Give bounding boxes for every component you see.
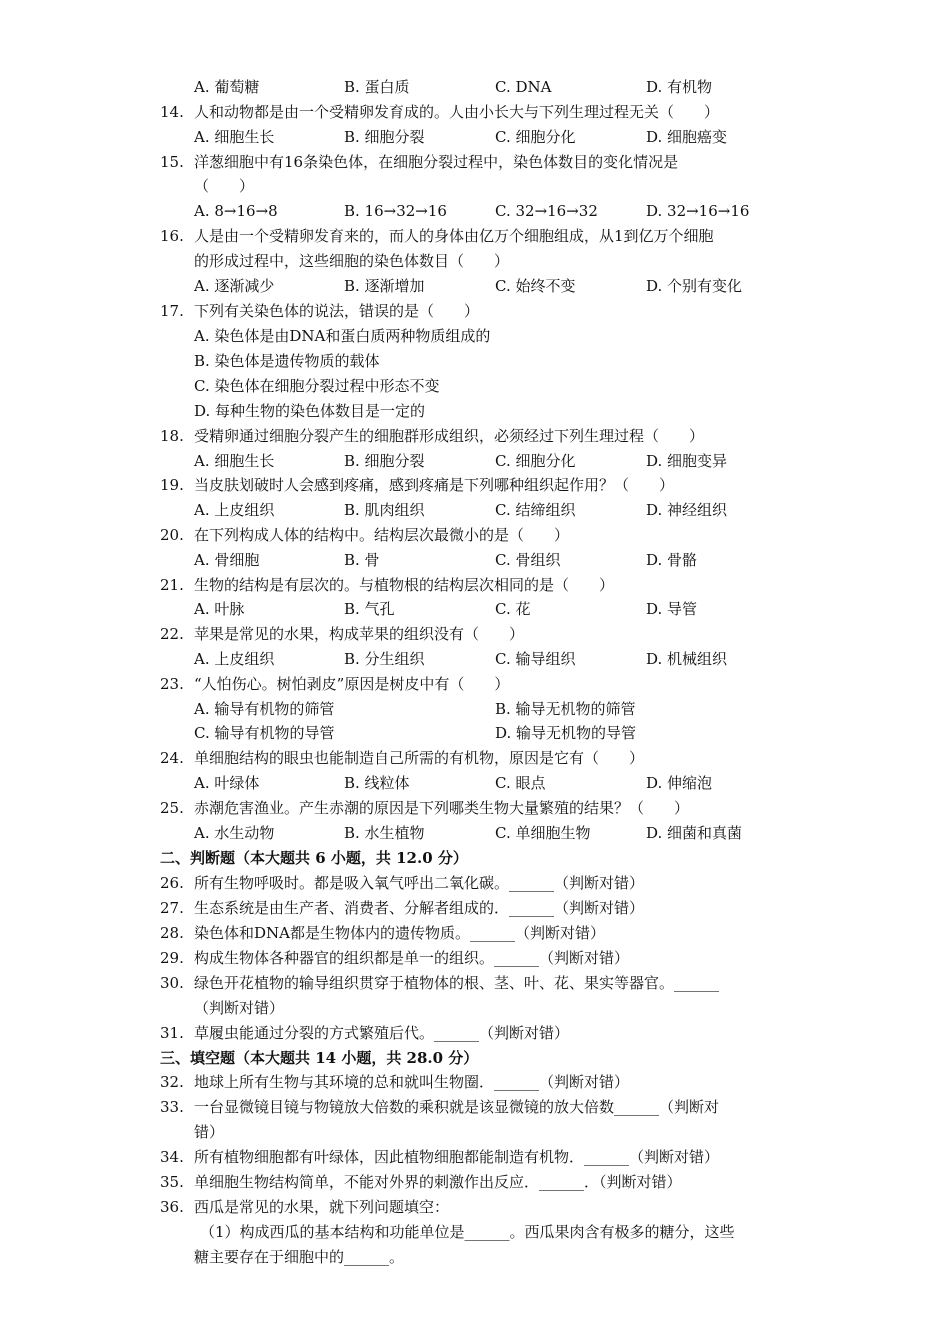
section-title-judgment: 二、判断题（本大题共 6 小题，共 12.0 分） — [160, 849, 468, 867]
option-b: B. 线粒体 — [344, 774, 410, 792]
option-b: B. 肌肉组织 — [344, 501, 425, 519]
option-c: C. 32→16→32 — [495, 202, 598, 220]
option-c: C. 输导有机物的导管 — [194, 724, 335, 742]
option-d: D. 导管 — [646, 600, 698, 618]
question-text: 赤潮危害渔业。产生赤潮的原因是下列哪类生物大量繁殖的结果？（ ） — [194, 799, 690, 817]
question-number: 25. — [160, 799, 184, 817]
option-b: B. 分生组织 — [344, 650, 425, 668]
question-number: 20. — [160, 526, 184, 544]
question-text: 绿色开花植物的输导组织贯穿于植物体的根、茎、叶、花、果实等器官。______ — [194, 974, 720, 992]
question-text-cont: 错） — [194, 1123, 225, 1141]
question-text: 苹果是常见的水果，构成苹果的组织没有（ ） — [194, 625, 525, 643]
question-text: 所有生物呼吸时。都是吸入氧气呼出二氧化碳。______（判断对错） — [194, 874, 645, 892]
question-number: 16. — [160, 227, 184, 245]
question-number: 21. — [160, 576, 184, 594]
question-number: 32. — [160, 1073, 184, 1091]
option-d: D. 机械组织 — [646, 650, 728, 668]
question-number: 31. — [160, 1024, 184, 1042]
sub-question-text: （1）构成西瓜的基本结构和功能单位是______。西瓜果肉含有极多的糖分，这些 — [200, 1223, 735, 1241]
option-b: B. 骨 — [344, 551, 380, 569]
question-text: 生态系统是由生产者、消费者、分解者组成的．______（判断对错） — [194, 899, 645, 917]
option-d: D. 32→16→16 — [646, 202, 750, 220]
option-c: C. 骨组织 — [495, 551, 561, 569]
option-d: D. 伸缩泡 — [646, 774, 713, 792]
option-d: D. 细胞变异 — [646, 452, 728, 470]
question-text: 单细胞结构的眼虫也能制造自己所需的有机物，原因是它有（ ） — [194, 749, 645, 767]
option-c: C. 单细胞生物 — [495, 824, 591, 842]
q13-option-b: B. 蛋白质 — [344, 78, 410, 96]
question-text: 西瓜是常见的水果，就下列问题填空： — [194, 1198, 450, 1216]
option-b: B. 染色体是遗传物质的载体 — [194, 352, 380, 370]
option-b: B. 细胞分裂 — [344, 128, 425, 146]
question-number: 26. — [160, 874, 184, 892]
question-number: 35. — [160, 1173, 184, 1191]
question-text: 在下列构成人体的结构中。结构层次最微小的是（ ） — [194, 526, 570, 544]
question-text-cont: 的形成过程中，这些细胞的染色体数目（ ） — [194, 252, 510, 270]
option-a: A. 上皮组织 — [194, 650, 275, 668]
option-c: C. 始终不变 — [495, 277, 576, 295]
question-text: 生物的结构是有层次的。与植物根的结构层次相同的是（ ） — [194, 576, 615, 594]
option-a: A. 8→16→8 — [194, 202, 278, 220]
option-b: B. 细胞分裂 — [344, 452, 425, 470]
question-text-cont: （ ） — [194, 177, 255, 195]
q13-option-d: D. 有机物 — [646, 78, 713, 96]
option-d: D. 骨骼 — [646, 551, 698, 569]
question-number: 36. — [160, 1198, 184, 1216]
option-c: C. 输导组织 — [495, 650, 576, 668]
question-number: 14. — [160, 103, 184, 121]
question-text: 所有植物细胞都有叶绿体，因此植物细胞都能制造有机物．______（判断对错） — [194, 1148, 720, 1166]
question-number: 23. — [160, 675, 184, 693]
option-d: D. 细胞癌变 — [646, 128, 728, 146]
option-b: B. 输导无机物的筛管 — [495, 700, 636, 718]
option-d: D. 神经组织 — [646, 501, 728, 519]
option-b: B. 气孔 — [344, 600, 395, 618]
option-c: C. 细胞分化 — [495, 128, 576, 146]
question-number: 24. — [160, 749, 184, 767]
option-a: A. 染色体是由DNA和蛋白质两种物质组成的 — [194, 327, 491, 345]
question-text: 一台显微镜目镜与物镜放大倍数的乘积就是该显微镜的放大倍数______（判断对 — [194, 1098, 720, 1116]
question-number: 29. — [160, 949, 184, 967]
question-text: 当皮肤划破时人会感到疼痛，感到疼痛是下列哪种组织起作用？（ ） — [194, 476, 675, 494]
question-number: 22. — [160, 625, 184, 643]
option-a: A. 骨细胞 — [194, 551, 260, 569]
question-text: 下列有关染色体的说法，错误的是（ ） — [194, 302, 480, 320]
option-d: D. 细菌和真菌 — [646, 824, 743, 842]
question-text: 洋葱细胞中有16条染色体，在细胞分裂过程中，染色体数目的变化情况是 — [194, 153, 679, 171]
question-number: 33. — [160, 1098, 184, 1116]
question-number: 30. — [160, 974, 184, 992]
question-text: 草履虫能通过分裂的方式繁殖后代。______（判断对错） — [194, 1024, 570, 1042]
option-a: A. 上皮组织 — [194, 501, 275, 519]
option-a: A. 细胞生长 — [194, 128, 275, 146]
sub-question-text-cont: 糖主要存在于细胞中的______。 — [194, 1248, 405, 1266]
option-a: A. 叶脉 — [194, 600, 245, 618]
question-text: 人和动物都是由一个受精卵发育成的。人由小长大与下列生理过程无关（ ） — [194, 103, 720, 121]
q13-option-a: A. 葡萄糖 — [194, 78, 260, 96]
question-number: 27. — [160, 899, 184, 917]
q13-option-c: C. DNA — [495, 78, 552, 96]
option-d: D. 个别有变化 — [646, 277, 743, 295]
question-text: 构成生物体各种器官的组织都是单一的组织。______（判断对错） — [194, 949, 630, 967]
option-c: C. 花 — [495, 600, 531, 618]
question-text: 染色体和DNA都是生物体内的遗传物质。______（判断对错） — [194, 924, 605, 942]
question-number: 19. — [160, 476, 184, 494]
option-c: C. 结缔组织 — [495, 501, 576, 519]
option-d: D. 每种生物的染色体数目是一定的 — [194, 402, 426, 420]
question-text: 单细胞生物结构简单，不能对外界的刺激作出反应．______．（判断对错） — [194, 1173, 682, 1191]
question-number: 15. — [160, 153, 184, 171]
question-text: 人是由一个受精卵发育来的，而人的身体由亿万个细胞组成，从1到亿万个细胞 — [194, 227, 714, 245]
option-a: A. 叶绿体 — [194, 774, 260, 792]
option-b: B. 水生植物 — [344, 824, 425, 842]
option-c: C. 眼点 — [495, 774, 546, 792]
option-b: B. 逐渐增加 — [344, 277, 425, 295]
question-text: 受精卵通过细胞分裂产生的细胞群形成组织，必须经过下列生理过程（ ） — [194, 427, 705, 445]
question-number: 18. — [160, 427, 184, 445]
option-c: C. 细胞分化 — [495, 452, 576, 470]
option-a: A. 逐渐减少 — [194, 277, 275, 295]
question-text-cont: （判断对错） — [194, 999, 285, 1017]
option-a: A. 细胞生长 — [194, 452, 275, 470]
question-text: “人怕伤心。树怕剥皮”原因是树皮中有（ ） — [194, 675, 510, 693]
option-a: A. 水生动物 — [194, 824, 275, 842]
question-text: 地球上所有生物与其环境的总和就叫生物圈．______（判断对错） — [194, 1073, 630, 1091]
question-number: 34. — [160, 1148, 184, 1166]
question-number: 28. — [160, 924, 184, 942]
option-b: B. 16→32→16 — [344, 202, 447, 220]
option-d: D. 输导无机物的导管 — [495, 724, 637, 742]
section-title-fill: 三、填空题（本大题共 14 小题，共 28.0 分） — [160, 1049, 479, 1067]
question-number: 17. — [160, 302, 184, 320]
option-a: A. 输导有机物的筛管 — [194, 700, 335, 718]
option-c: C. 染色体在细胞分裂过程中形态不变 — [194, 377, 440, 395]
